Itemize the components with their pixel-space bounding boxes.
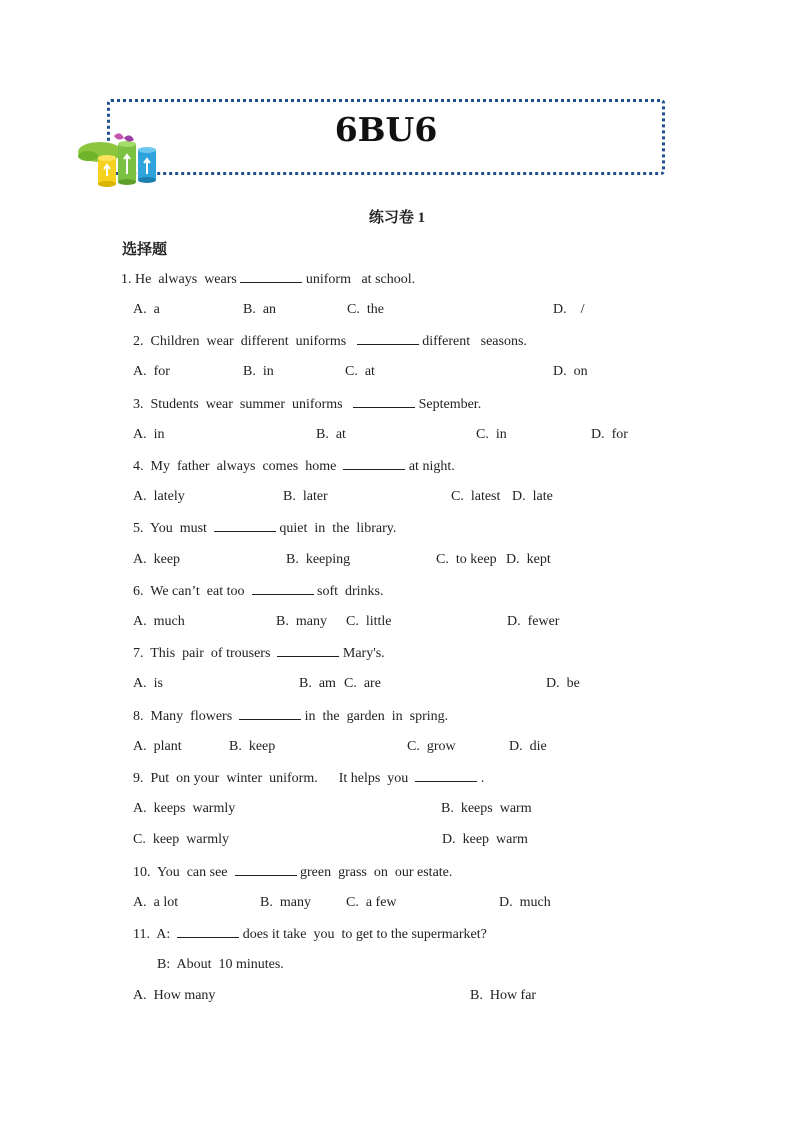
- option-d: D. fewer: [507, 614, 560, 629]
- option-c: C. in: [476, 427, 507, 442]
- question-8: 8. Many flowers in the garden in spring.: [133, 709, 449, 724]
- option-d: D. die: [509, 739, 547, 754]
- option-b: B. in: [243, 364, 274, 379]
- question-11: 11. A: does it take you to get to the supermarket?: [133, 927, 487, 942]
- question-11-reply: B: About 10 minutes.: [157, 957, 284, 972]
- worksheet-subtitle: 练习卷 1: [368, 210, 426, 226]
- question-5: 5. You must quiet in the library.: [133, 521, 397, 536]
- option-a: A. much: [133, 614, 185, 629]
- option-a: A. keep: [133, 552, 181, 567]
- option-c: C. a few: [346, 895, 397, 910]
- option-d: D. on: [553, 364, 588, 379]
- option-b: B. am: [299, 676, 336, 691]
- option-b: B. at: [316, 427, 346, 442]
- title-box: [107, 99, 665, 175]
- decorative-cylinders-icon: [74, 130, 174, 188]
- question-6: 6. We can’t eat too soft drinks.: [133, 584, 384, 599]
- option-a: A. a: [133, 302, 160, 317]
- option-b: B. later: [283, 489, 328, 504]
- answer-blank: [415, 769, 477, 782]
- option-d: D. /: [553, 302, 585, 317]
- answer-blank: [235, 863, 297, 876]
- option-a: A. is: [133, 676, 163, 691]
- option-a: A. How many: [133, 988, 216, 1003]
- option-a: A. plant: [133, 739, 182, 754]
- answer-blank: [214, 519, 276, 532]
- option-d: D. kept: [506, 552, 551, 567]
- question-3: 3. Students wear summer uniforms September.: [133, 397, 482, 412]
- option-a: A. in: [133, 427, 165, 442]
- answer-blank: [343, 457, 405, 470]
- option-d: D. for: [591, 427, 628, 442]
- option-b: B. many: [260, 895, 311, 910]
- question-7: 7. This pair of trousers Mary's.: [133, 646, 385, 661]
- option-c: C. are: [344, 676, 381, 691]
- question-1: 1. He always wears uniform at school.: [121, 272, 416, 287]
- option-b: B. an: [243, 302, 277, 317]
- question-9: 9. Put on your winter uniform. It helps you .: [133, 771, 485, 786]
- option-d: D. much: [499, 895, 551, 910]
- option-c: C. latest: [451, 489, 501, 504]
- option-a: A. keeps warmly: [133, 801, 236, 816]
- option-a: A. a lot: [133, 895, 179, 910]
- option-a: A. for: [133, 364, 170, 379]
- answer-blank: [252, 582, 314, 595]
- option-c: C. little: [346, 614, 392, 629]
- answer-blank: [353, 395, 415, 408]
- option-a: A. lately: [133, 489, 185, 504]
- option-b: B. keep: [229, 739, 276, 754]
- option-c: C. at: [345, 364, 375, 379]
- option-b: B. keeps warm: [441, 801, 532, 816]
- option-b: B. How far: [470, 988, 537, 1003]
- option-c: C. grow: [407, 739, 456, 754]
- option-d: D. keep warm: [442, 832, 528, 847]
- option-b: B. keeping: [286, 552, 351, 567]
- answer-blank: [177, 925, 239, 938]
- section-heading: 选择题: [122, 242, 168, 258]
- answer-blank: [240, 270, 302, 283]
- page-title: 6BU6: [334, 110, 438, 149]
- answer-blank: [357, 332, 419, 345]
- option-c: C. to keep: [436, 552, 497, 567]
- question-10: 10. You can see green grass on our estate.: [133, 865, 453, 880]
- option-c: C. keep warmly: [133, 832, 230, 847]
- option-b: B. many: [276, 614, 327, 629]
- answer-blank: [239, 707, 301, 720]
- option-c: C. the: [347, 302, 384, 317]
- question-4: 4. My father always comes home at night.: [133, 459, 455, 474]
- answer-blank: [277, 644, 339, 657]
- question-2: 2. Children wear different uniforms different seasons.: [133, 334, 527, 349]
- option-d: D. be: [546, 676, 580, 691]
- option-d: D. late: [512, 489, 553, 504]
